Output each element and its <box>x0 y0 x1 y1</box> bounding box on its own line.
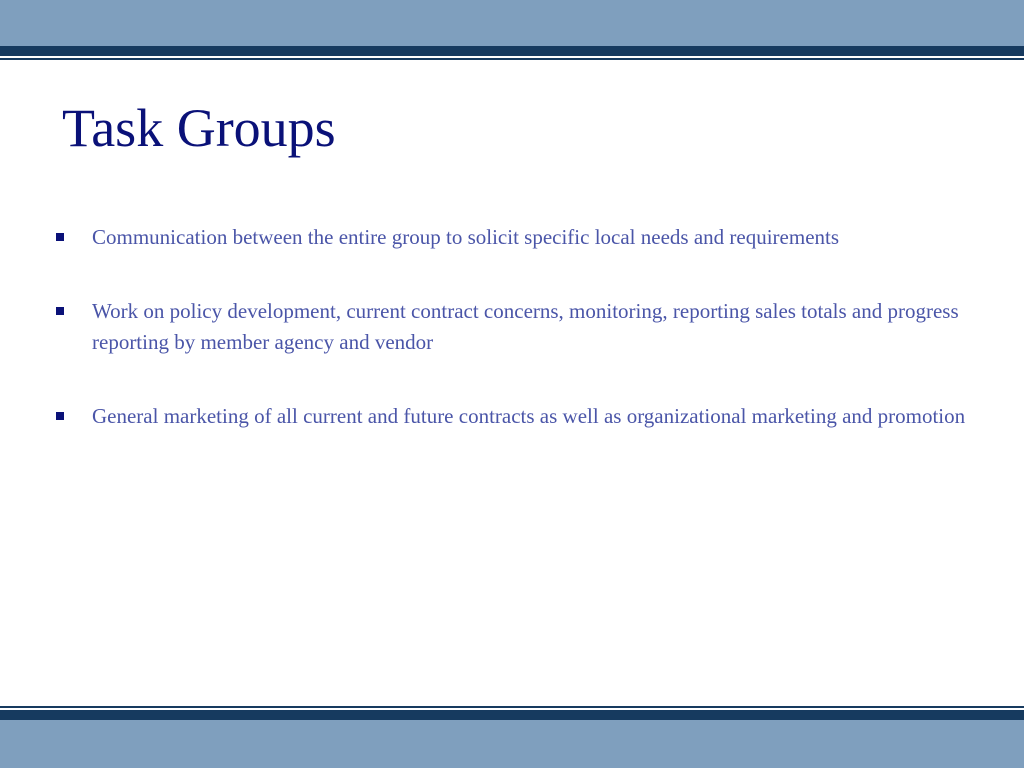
square-bullet-icon <box>56 233 64 241</box>
square-bullet-icon <box>56 307 64 315</box>
bullet-item <box>56 296 966 358</box>
bottom-footer-band <box>0 720 1024 768</box>
slide-title: Task Groups <box>62 98 336 158</box>
bottom-divider-thick <box>0 710 1024 720</box>
bullet-item <box>56 222 966 253</box>
top-divider-thick <box>0 46 1024 56</box>
bullet-text: Work on policy development, current contract concerns, monitoring, reporting sales totals and progress reporting by member agency and vendor <box>92 299 959 354</box>
bottom-divider-thin <box>0 706 1024 708</box>
bullet-text: General marketing of all current and future contracts as well as organizational marketing and promotion <box>92 404 966 428</box>
bullet-text: Communication between the entire group to solicit specific local needs and requirements <box>92 225 840 249</box>
bullet-item <box>56 401 966 432</box>
square-bullet-icon <box>56 412 64 420</box>
bullet-list <box>56 222 966 475</box>
top-divider-thin <box>0 58 1024 60</box>
top-header-band <box>0 0 1024 46</box>
